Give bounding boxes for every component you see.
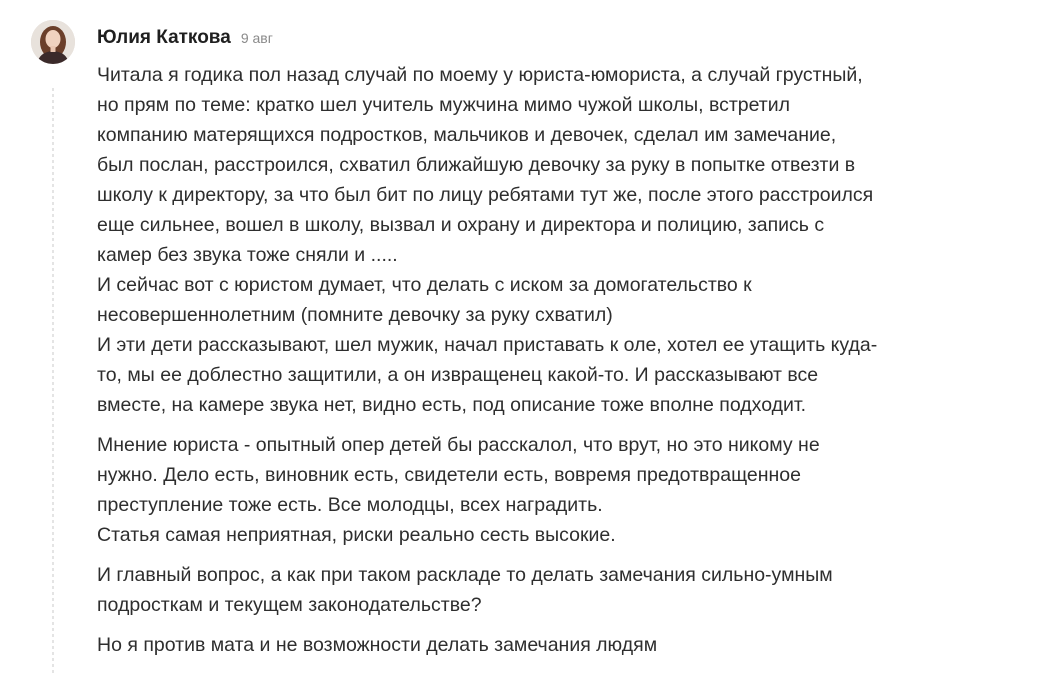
text-line: но прям по теме: кратко шел учитель мужчина мимо чужой школы, встретил <box>97 94 791 116</box>
text-line: И эти дети рассказывают, шел мужик, начал приставать к оле, хотел ее утащить куда- <box>97 334 878 356</box>
user-avatar-icon <box>31 20 75 64</box>
text-line: Мнение юриста - опытный опер детей бы расскалол, что врут, но это никому не <box>97 434 820 456</box>
text-line: то, мы ее доблестно защитили, а он извращенец какой-то. И рассказывают все <box>97 364 819 386</box>
comment-header <box>97 27 273 53</box>
text-line: вместе, на камере звука нет, видно есть, под описание тоже вполне подходит. <box>97 394 807 416</box>
comment-paragraph <box>97 60 1037 420</box>
text-line: И сейчас вот с юристом думает, что делать с иском за домогательство к <box>97 274 752 296</box>
comment-body <box>97 60 1037 670</box>
text-line: камер без звука тоже сняли и ..... <box>97 244 398 266</box>
author-avatar[interactable] <box>31 20 75 64</box>
text-line: преступление тоже есть. Все молодцы, всех наградить. <box>97 494 603 516</box>
author-name[interactable]: Юлия Каткова <box>97 27 231 48</box>
text-line: был послан, расстроился, схватил ближайшую девочку за руку в попытке отвезти в <box>97 154 856 176</box>
comment-date[interactable]: 9 авг <box>240 30 273 46</box>
text-line: нужно. Дело есть, виновник есть, свидетели есть, вовремя предотвращенное <box>97 464 801 486</box>
text-line: несовершеннолетним (помните девочку за руку схватил) <box>97 304 613 326</box>
comment-paragraph <box>97 560 1037 620</box>
text-line: Статья самая неприятная, риски реально сесть высокие. <box>97 524 616 546</box>
text-line: Но я против мата и не возможности делать замечания людям <box>97 634 658 656</box>
text-line: Читала я годика пол назад случай по моему у юриста-юмориста, а случай грустный, <box>97 64 863 86</box>
text-line: школу к директору, за что был бит по лицу ребятами тут же, после этого расстроился <box>97 184 874 206</box>
text-line: И главный вопрос, а как при таком раскладе то делать замечания сильно-умным <box>97 564 833 586</box>
text-line: еще сильнее, вошел в школу, вызвал и охрану и директора и полицию, запись с <box>97 214 825 236</box>
comment-paragraph <box>97 430 1037 550</box>
thread-line <box>52 88 54 676</box>
text-line: компанию матерящихся подростков, мальчиков и девочек, сделал им замечание, <box>97 124 837 146</box>
text-line: подросткам и текущем законодательстве? <box>97 594 482 616</box>
comment-paragraph <box>97 630 1037 660</box>
